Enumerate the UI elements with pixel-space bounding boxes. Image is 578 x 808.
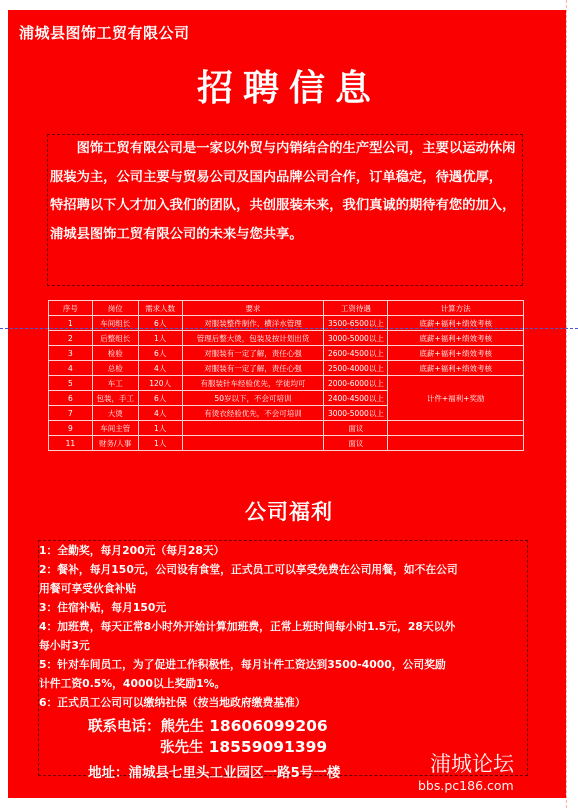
table-cell: 对服装整件制作、横洋水管理 [182, 316, 324, 331]
company-name: 浦城县图饰工贸有限公司 [19, 24, 190, 42]
table-cell [182, 436, 324, 451]
table-cell [182, 421, 324, 436]
table-cell: 大烫 [92, 406, 138, 421]
address-text: 地址：浦城县七里头工业园区一路5号一楼 [88, 765, 341, 781]
contact-phone: 18559091399 [208, 738, 328, 756]
table-cell: 6人 [138, 391, 182, 406]
table-cell: 后整组长 [92, 331, 138, 346]
benefit-line: 1：全勤奖，每月200元（每月28天） [39, 544, 225, 557]
table-cell: 有服装针车经验优先，学徒均可 [182, 376, 324, 391]
vertical-guide-line [566, 0, 567, 808]
table-cell: 有烫衣经验优先，不会可培训 [182, 406, 324, 421]
table-cell: 7 [49, 406, 93, 421]
table-cell: 2600-4500以上 [324, 346, 388, 361]
table-cell: 5 [49, 376, 93, 391]
table-row [49, 331, 524, 346]
table-cell: 底薪+福利+绩效考核 [388, 316, 524, 331]
table-cell: 面议 [324, 436, 388, 451]
table-cell: 4人 [138, 406, 182, 421]
table-cell: 6人 [138, 346, 182, 361]
contact-name: 熊先生 [160, 719, 204, 735]
table-row [49, 376, 524, 391]
table-cell: 2400-4500以上 [324, 391, 388, 406]
table-cell [388, 436, 524, 451]
table-cell: 1 [49, 316, 93, 331]
table-cell: 对服装有一定了解，责任心强 [182, 346, 324, 361]
table-cell: 2500-4000以上 [324, 361, 388, 376]
contact-row [88, 716, 328, 737]
table-cell: 总检 [92, 361, 138, 376]
header-cell: 计算方法 [388, 301, 524, 316]
table-row [49, 361, 524, 376]
table-cell: 底薪+福利+绩效考核 [388, 346, 524, 361]
table-cell: 11 [49, 436, 93, 451]
table-cell: 3500-6500以上 [324, 316, 388, 331]
benefit-line: 6：正式员工公司可以缴纳社保（按当地政府缴费基准） [39, 696, 306, 709]
intro-text: 图饰工贸有限公司是一家以外贸与内销结合的生产型公司，主要以运动休闲服装为主，公司主要与贸易公司及国内品牌公司合作，订单稳定，待遇优厚， 特招聘以下人才加入我们的团队，共创服装未来，我们真诚的期待有您的加入，浦城县图饰工贸有限公司的未来与您共享。 [50, 141, 516, 242]
benefit-line: 每小时3元 [39, 639, 90, 652]
table-cell: 对服装有一定了解，责任心强 [182, 361, 324, 376]
benefit-line: 3：住宿补贴，每月150元 [39, 601, 167, 614]
table-cell: 6人 [138, 316, 182, 331]
watermark-url: bbs.pc186.com [418, 778, 514, 793]
table-row [49, 421, 524, 436]
table-cell: 财务/人事 [92, 436, 138, 451]
table-cell: 车间主管 [92, 421, 138, 436]
table-cell: 检验 [92, 346, 138, 361]
table-cell: 9 [49, 421, 93, 436]
contact-label: 联系电话： [88, 719, 161, 735]
contact-name: 张先生 [160, 740, 204, 756]
header-cell: 序号 [49, 301, 93, 316]
table-row [49, 316, 524, 331]
benefit-line: 计件工资0.5%，4000以上奖励1%。 [39, 677, 226, 690]
table-cell: 50岁以下，不会可培训 [182, 391, 324, 406]
header-cell: 要求 [182, 301, 324, 316]
table-cell: 4 [49, 361, 93, 376]
table-cell: 3 [49, 346, 93, 361]
table-cell: 1人 [138, 331, 182, 346]
watermark-text: 浦城论坛 [430, 752, 514, 776]
table-cell: 2 [49, 331, 93, 346]
table-cell: 3000-5000以上 [324, 331, 388, 346]
table-cell: 车工 [92, 376, 138, 391]
benefits-title: 公司福利 [245, 500, 333, 524]
header-cell: 工资待遇 [324, 301, 388, 316]
page-title: 招聘信息 [196, 68, 381, 109]
table-cell: 3000-5000以上 [324, 406, 388, 421]
table-cell: 1人 [138, 436, 182, 451]
header-cell: 需求人数 [138, 301, 182, 316]
table-cell: 面议 [324, 421, 388, 436]
header-cell: 岗位 [92, 301, 138, 316]
contact-phone: 18606099206 [209, 717, 328, 735]
table-header-row [49, 301, 524, 316]
table-row [49, 436, 524, 451]
table-cell: 6 [49, 391, 93, 406]
contact-block [88, 716, 328, 758]
benefit-line: 2：餐补，每月150元，公司设有食堂，正式员工可以享受免费在公司用餐，如不在公司 [39, 563, 458, 576]
table-cell: 底薪+福利+绩效考核 [388, 331, 524, 346]
table-cell: 120人 [138, 376, 182, 391]
table-cell: 底薪+福利+绩效考核 [388, 361, 524, 376]
table-cell: 4人 [138, 361, 182, 376]
benefit-line: 5：针对车间员工，为了促进工作积极性，每月计件工资达到3500-4000，公司奖励 [39, 658, 446, 671]
table-cell: 包装，手工 [92, 391, 138, 406]
job-table [48, 300, 524, 451]
benefit-line: 用餐可享受伙食补贴 [39, 582, 137, 595]
table-cell: 1人 [138, 421, 182, 436]
intro-box [47, 134, 523, 286]
contact-row [88, 737, 328, 758]
table-cell: 管理后整大烫，包装及按计划出货 [182, 331, 324, 346]
benefit-line: 4：加班费，每天正常8小时外开始计算加班费，正常上班时间每小时1.5元，28天以外 [39, 620, 456, 633]
table-row [49, 346, 524, 361]
table-cell: 车间组长 [92, 316, 138, 331]
table-cell: 2000-6000以上 [324, 376, 388, 391]
table-cell [388, 421, 524, 436]
table-cell-merged: 计件+福利+奖励 [388, 376, 524, 421]
